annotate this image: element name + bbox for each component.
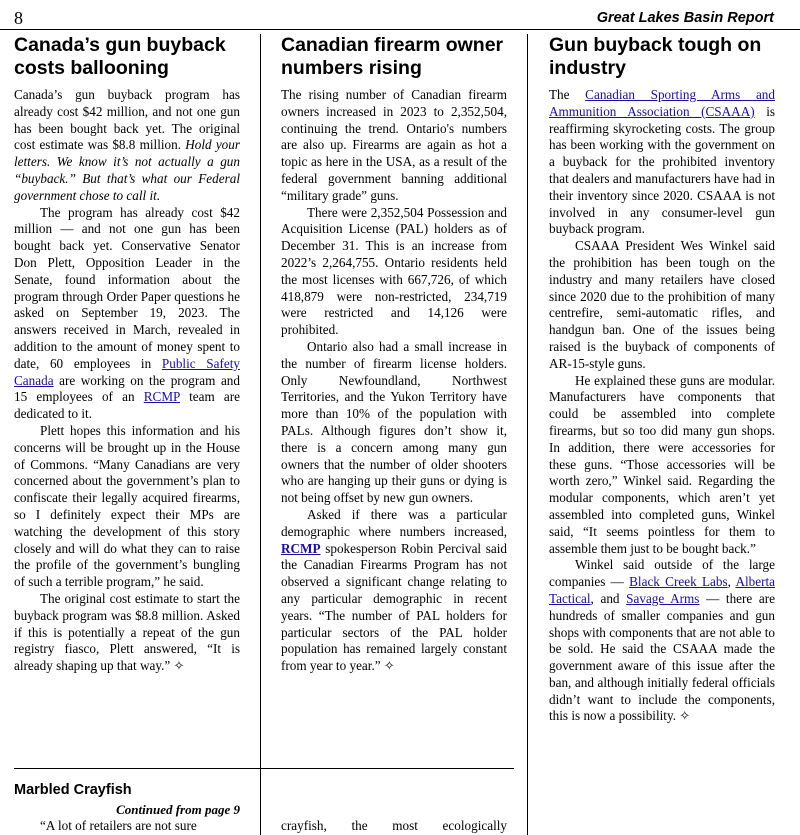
paragraph: Asked if there was a particular demographic where numbers increased, RCMP spokesperson Robin Percival said the Canadian Firearms Program has not observed a significant change relating to any particular demographic in recent years. “The number of PAL holders for particular sectors of the PAL holder population has remained largely constant from year to year.” ✧ [281,506,507,674]
story-text-col2: crayfish, the most ecologically [281,818,507,833]
column-divider-1 [260,34,261,835]
article-gun-buyback-costs [14,34,240,675]
paragraph: He explained these guns are modular. Manufacturers have components that could be assembled into complete firearms, but so too did many gun shops. In addition, there were accessories for these guns. “Those accessories will be worth zero,” Winkel said. Regarding the modular components, which aren’t yet assembled into completed guns, Winkel said, “It seems pointless for them to assemble them just to be bought back.” [549,372,775,556]
link-savage-arms[interactable]: Savage Arms [626,590,700,606]
article-title: Canadian firearm owner numbers rising [281,34,504,79]
article-buyback-tough-on-industry [549,34,775,725]
paragraph: CSAAA President Wes Winkel said the prohibition has been tough on the industry and many retailers have closed since 2020 due to the prohibition of many centrefire, semi-automatic rifles, and handgun ban. One of the issues being raised is the buyback of components of AR-15-style guns. [549,238,775,371]
paragraph: The Canadian Sporting Arms and Ammunition Association (CSAAA) is reaffirming skyrocketing costs. The group has been working with the government on a buyback for the prohibited inventory that dealers and manufacturers have had in their inventory since 2020. CSAAA is not involved in any consumer-level gun buyback program. [549,87,775,237]
story-text-col1: “A lot of retailers are not sure [40,818,197,833]
link-rcmp[interactable]: RCMP [143,389,180,405]
column-divider-2 [527,34,528,835]
page-number: 8 [14,8,23,28]
paragraph: The rising number of Canadian firearm owners increased in 2023 to 2,352,504, continuing the trend. Ontario's numbers are also up. Firearms are again as hot a topic as here in the USA, as a result of the federal government banning additional “military grade” guns. [281,87,507,203]
continued-from-note: Continued from page 9 [116,802,240,817]
publication-title: Great Lakes Basin Report [596,10,774,26]
paragraph: Winkel said outside of the large companies — Black Creek Labs, Alberta Tactical, and Savage Arms — there are hundreds of smaller companies and gun shops with components that are not able to be sold. He said the CSAAA made the government aware of this issue after the ban, and although initially federal officials didn’t want to include the components, this is now a possibility. ✧ [549,557,775,724]
paragraph: The program has already cost $42 million — and not one gun has been bought back yet. Conservative Senator Don Plett, Opposition Leader in the Senate, found information about the program through Order Paper questions he asked on September 19, 2023. The answers received in March, revealed in addition to the amount of money spent to date, 60 employees in Public Safety Canada are working on the program and 15 employees of an RCMP team are dedicated to it. [14,204,240,422]
paragraph: The original cost estimate to start the buyback program was $8.8 million. Asked if this is potentially a repeat of the gun registry fiasco, Plett answered, “It is already shaping up that way.” ✧ [14,590,240,674]
link-csaaa[interactable]: Canadian Sporting Arms and Ammunition Association (CSAAA) [549,87,775,119]
editor-note: Hold your letters. We know it’s not actually a gun “buyback.” But that’s what our Federal government chose to call it. [14,137,240,203]
header-rule [0,29,800,30]
link-rcmp[interactable]: RCMP [281,540,321,556]
paragraph: There were 2,352,504 Possession and Acquisition License (PAL) holders as of December 31. This is an increase from 2022’s 2,264,755. Ontario residents held the most licenses with 667,726, of which 418,879 were non-restricted, 234,719 were restricted and 14,126 were prohibited. [281,204,507,338]
link-public-safety-canada[interactable]: Public Safety Canada [14,355,240,388]
section-divider [14,768,514,769]
link-alberta-tactical[interactable]: Alberta Tactical [549,574,775,606]
article-title: Canada’s gun buyback costs ballooning [14,34,226,79]
paragraph: Plett hopes this information and his concerns will be brought up in the House of Commons. “Many Canadians are very concerned about the government’s plan to confiscate their legally acquired firearms, so I definitely expect their MPs are watching the development of this story closely and will do what they can to raise the profile of the government’s bungling of such a terrible program,” he said. [14,422,240,590]
article-firearm-owner-numbers [281,34,507,675]
story-title: Marbled Crayfish [14,782,132,798]
paragraph: Canada’s gun buyback program has already cost $42 million, and not one gun has been bought back yet. The original cost estimate was $8.8 million. Hold your letters. We know it’s not actually a gun “buyback.” But that’s what our Federal government chose to call it. [14,87,240,203]
article-title: Gun buyback tough on industry [549,34,762,79]
link-black-creek-labs[interactable]: Black Creek Labs [629,574,728,590]
paragraph: Ontario also had a small increase in the number of firearm license holders. Only Newfoundland, Northwest Territories, and the Yukon Territory have more than 10% of the population with PALs. Although figures don’t show it, there is a concern among many gun owners that the number of older shooters who are hanging up their guns or dying is not being offset by new gun owners. [281,338,507,506]
